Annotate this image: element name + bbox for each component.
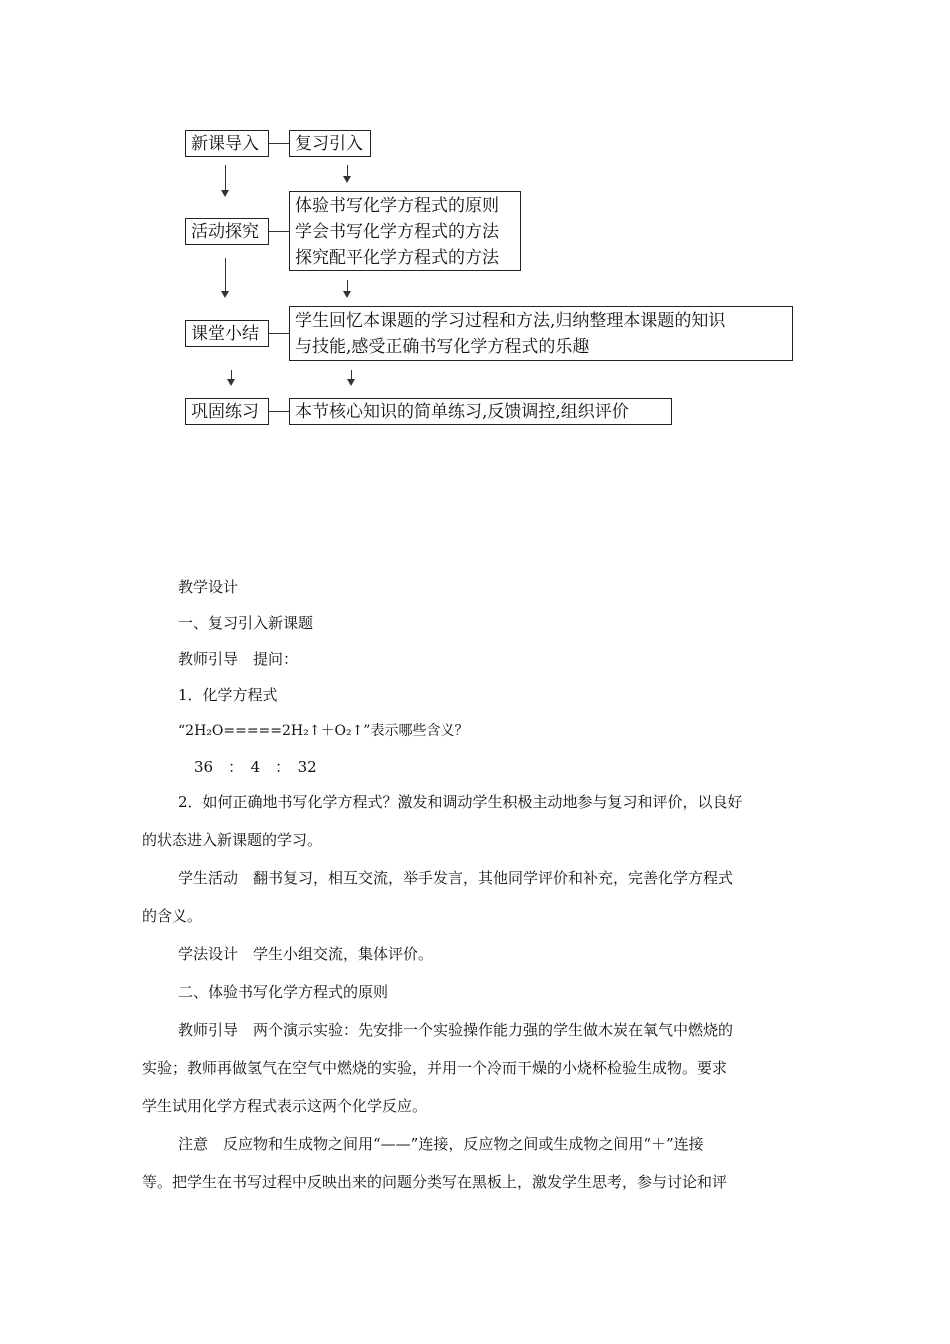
connector-line [269,231,289,232]
student-activity-line2: 的含义。 [142,907,203,925]
detail-line: 体验书写化学方程式的原则 [295,196,499,216]
connector-line [269,143,289,144]
note-line2: 等。把学生在书写过程中反映出来的问题分类写在黑板上，激发学生思考，参与讨论和评 [142,1173,728,1191]
stage-detail-summary [289,306,793,361]
stage-detail-review: 复习引入 [289,130,371,157]
arrow-head [347,379,355,386]
teacher-guide-2-line2: 实验；教师再做氢气在空气中燃烧的实验，并用一个冷而干燥的小烧杯检验生成物。要求 [142,1059,728,1077]
detail-line: 与技能,感受正确书写化学方程式的乐趣 [295,337,590,357]
question-2-line1: 2．如何正确地书写化学方程式？激发和调动学生积极主动地参与复习和评价，以良好 [178,793,743,811]
stage-label-new-lesson: 新课导入 [185,130,269,157]
stage-label-practice: 巩固练习 [185,398,269,425]
teacher-guide-2-line1: 教师引导 两个演示实验：先安排一个实验操作能力强的学生做木炭在氧气中燃烧的 [178,1021,734,1039]
note-line1: 注意 反应物和生成物之间用“——”连接，反应物之间或生成物之间用“＋”连接 [178,1135,704,1153]
question-1: 1．化学方程式 [178,686,278,704]
arrow-head [221,291,229,298]
arrow-head [221,190,229,197]
teacher-guide-1: 教师引导 提问： [178,650,299,668]
section2-title: 二、体验书写化学方程式的原则 [178,983,389,1001]
question-2-line2: 的状态进入新课题的学习。 [142,831,323,849]
detail-line: 探究配平化学方程式的方法 [295,248,499,268]
detail-line: 学生回忆本课题的学习过程和方法,归纳整理本课题的知识 [295,311,726,331]
student-activity-line1: 学生活动 翻书复习，相互交流，举手发言，其他同学评价和补充，完善化学方程式 [178,869,734,887]
study-method: 学法设计 学生小组交流，集体评价。 [178,945,434,963]
stage-label-activity: 活动探究 [185,218,269,245]
teacher-guide-2-line3: 学生试用化学方程式表示这两个化学反应。 [142,1097,428,1115]
stage-label-summary: 课堂小结 [185,320,269,347]
arrow-down-left [225,165,226,191]
arrow-head [227,379,235,386]
connector-line [269,411,289,412]
detail-line: 学会书写化学方程式的方法 [295,222,499,242]
stage-detail-activity [289,191,521,271]
connector-line [269,333,289,334]
arrow-head [343,176,351,183]
arrow-head [343,291,351,298]
section-heading: 教学设计 [178,578,239,596]
mass-ratio: 36 ： 4 ： 32 [194,758,317,776]
stage-detail-practice: 本节核心知识的简单练习,反馈调控,组织评价 [289,398,672,425]
section1-title: 一、复习引入新课题 [178,614,314,632]
equation: “2H₂O=====2H₂↑＋O₂↑”表示哪些含义？ [178,723,469,739]
arrow-down-left [225,258,226,292]
